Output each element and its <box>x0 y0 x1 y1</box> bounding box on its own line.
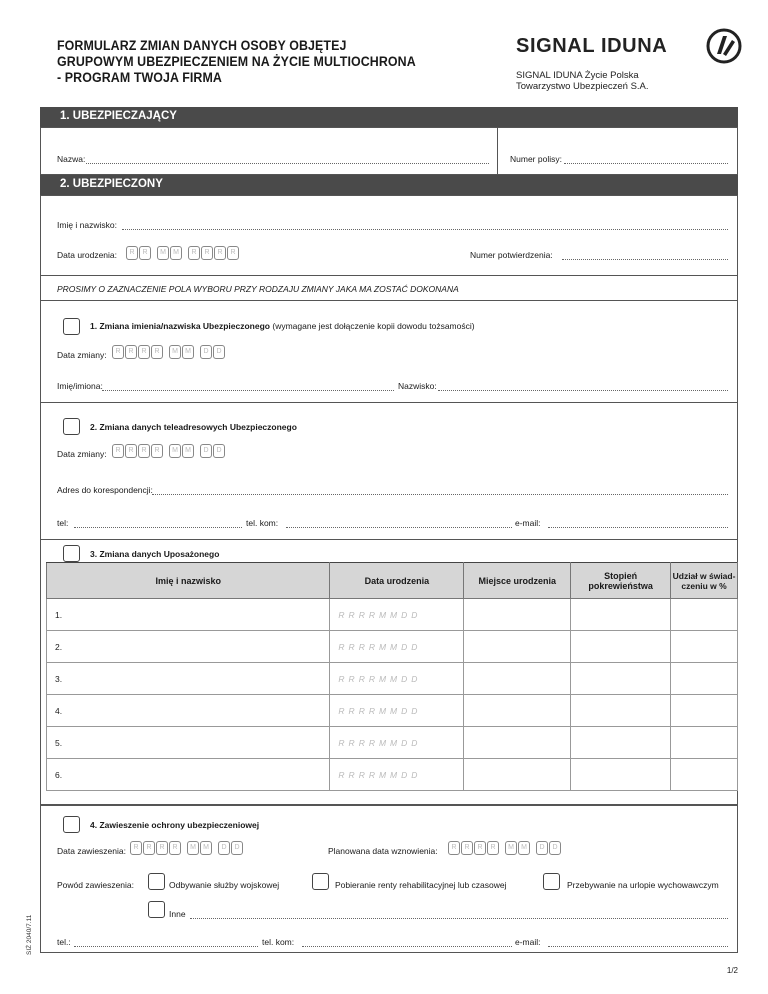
suspend-email-field[interactable] <box>548 946 728 947</box>
change-2-checkbox[interactable] <box>63 418 80 435</box>
section-1-header: 1. UBEZPIECZAJĄCY <box>40 107 738 127</box>
suspend-mobile-label: tel. kom: <box>262 937 295 947</box>
change-1-date-input[interactable]: R R R R M M D D <box>112 343 226 361</box>
suspend-mobile-field[interactable] <box>302 946 512 947</box>
divider <box>497 127 498 175</box>
page-number: 1/2 <box>726 966 738 975</box>
change-2-title: 2. Zmiana danych teleadresowych Ubezpieczonego <box>90 422 297 432</box>
email-field[interactable] <box>548 527 728 528</box>
table-row: 6. RRRRMMDD <box>47 759 738 791</box>
form-code: SIŻ 2040/7.11 <box>26 914 33 955</box>
fullname-field[interactable] <box>122 229 728 230</box>
reason-leave-checkbox[interactable] <box>543 873 560 890</box>
divider <box>40 275 738 276</box>
policy-number-label: Numer polisy: <box>510 154 562 164</box>
surname-label: Nazwisko: <box>398 381 437 391</box>
divider <box>40 300 738 301</box>
dob-input[interactable]: R R M M R R R R <box>126 244 240 262</box>
beneficiaries-table <box>46 562 738 791</box>
reason-military-checkbox[interactable] <box>148 873 165 890</box>
change-1-date-label: Data zmiany: <box>57 350 107 360</box>
company-name: SIGNAL IDUNA Życie Polska Towarzystwo Ubezpieczeń S.A. <box>516 70 649 92</box>
tel-field[interactable] <box>74 527 242 528</box>
confirmation-number-field[interactable] <box>562 259 728 260</box>
change-2-date-input[interactable]: R R R R M M D D <box>112 442 226 460</box>
table-row: 3. RRRRMMDD <box>47 663 738 695</box>
change-4-title: 4. Zawieszenie ochrony ubezpieczeniowej <box>90 820 260 830</box>
fullname-label: Imię i nazwisko: <box>57 220 117 230</box>
reason-pension-checkbox[interactable] <box>312 873 329 890</box>
signal-iduna-logo-icon <box>706 28 742 64</box>
table-row: 2. RRRRMMDD <box>47 631 738 663</box>
dob-label: Data urodzenia: <box>57 250 118 260</box>
confirmation-number-label: Numer potwierdzenia: <box>470 250 553 260</box>
policy-number-field[interactable] <box>564 163 728 164</box>
resume-date-input[interactable]: R R R R M M D D <box>448 839 562 857</box>
reason-leave-label: Przebywanie na urlopie wychowawczym <box>567 880 719 890</box>
change-4-checkbox[interactable] <box>63 816 80 833</box>
name-label: Nazwa: <box>57 154 86 164</box>
table-row: 1. RRRRMMDD <box>47 599 738 631</box>
name-field[interactable] <box>86 163 489 164</box>
resume-date-label: Planowana data wznowienia: <box>328 846 438 856</box>
tel-label: tel: <box>57 518 69 528</box>
col-header-share: Udział w świad-czeniu w % <box>671 563 738 599</box>
divider <box>40 402 738 403</box>
col-header-dob: Data urodzenia <box>330 563 464 599</box>
reason-other-checkbox[interactable] <box>148 901 165 918</box>
reason-label: Powód zawieszenia: <box>57 880 135 890</box>
suspend-email-label: e-mail: <box>515 937 541 947</box>
suspend-date-label: Data zawieszenia: <box>57 846 126 856</box>
suspend-tel-label: tel.: <box>57 937 71 947</box>
first-names-label: Imię/imiona: <box>57 381 103 391</box>
change-1-title: 1. Zmiana imienia/nazwiska Ubezpieczonego (wymagane jest dołączenie kopii dowodu tożsamości) <box>90 321 475 331</box>
first-names-field[interactable] <box>102 390 394 391</box>
table-row: 5. RRRRMMDD <box>47 727 738 759</box>
suspend-date-input[interactable]: R R R R M M D D <box>130 839 244 857</box>
address-field[interactable] <box>152 494 728 495</box>
section-1-box <box>40 127 738 175</box>
col-header-name: Imię i nazwisko <box>47 563 330 599</box>
mobile-label: tel. kom: <box>246 518 279 528</box>
surname-field[interactable] <box>438 390 728 391</box>
change-2-date-label: Data zmiany: <box>57 449 107 459</box>
table-row: 4. RRRRMMDD <box>47 695 738 727</box>
address-label: Adres do korespondencji: <box>57 485 153 495</box>
instruction-text: PROSIMY O ZAZNACZENIE POLA WYBORU PRZY RODZAJU ZMIANY JAKA MA ZOSTAĆ DOKONANA <box>57 284 459 294</box>
divider <box>40 539 738 540</box>
reason-other-label: Inne <box>169 909 186 919</box>
reason-pension-label: Pobieranie renty rehabilitacyjnej lub czasowej <box>335 880 507 890</box>
reason-military-label: Odbywanie służby wojskowej <box>169 880 280 890</box>
mobile-field[interactable] <box>286 527 512 528</box>
change-1-checkbox[interactable] <box>63 318 80 335</box>
suspend-tel-field[interactable] <box>74 946 258 947</box>
change-3-title: 3. Zmiana danych Uposażonego <box>90 549 220 559</box>
form-title: FORMULARZ ZMIAN DANYCH OSOBY OBJĘTEJ GRUPOWYM UBEZPIECZENIEM NA ŻYCIE MULTIOCHRONA - PROGRAM TWOJA FIRMA <box>57 38 416 85</box>
col-header-birthplace: Miejsce urodzenia <box>464 563 571 599</box>
change-3-checkbox[interactable] <box>63 545 80 562</box>
col-header-relation: Stopień pokrewieństwa <box>571 563 671 599</box>
brand-name: SIGNAL IDUNA <box>516 35 668 57</box>
reason-other-field[interactable] <box>190 918 728 919</box>
section-2-header: 2. UBEZPIECZONY <box>40 175 738 195</box>
email-label: e-mail: <box>515 518 541 528</box>
